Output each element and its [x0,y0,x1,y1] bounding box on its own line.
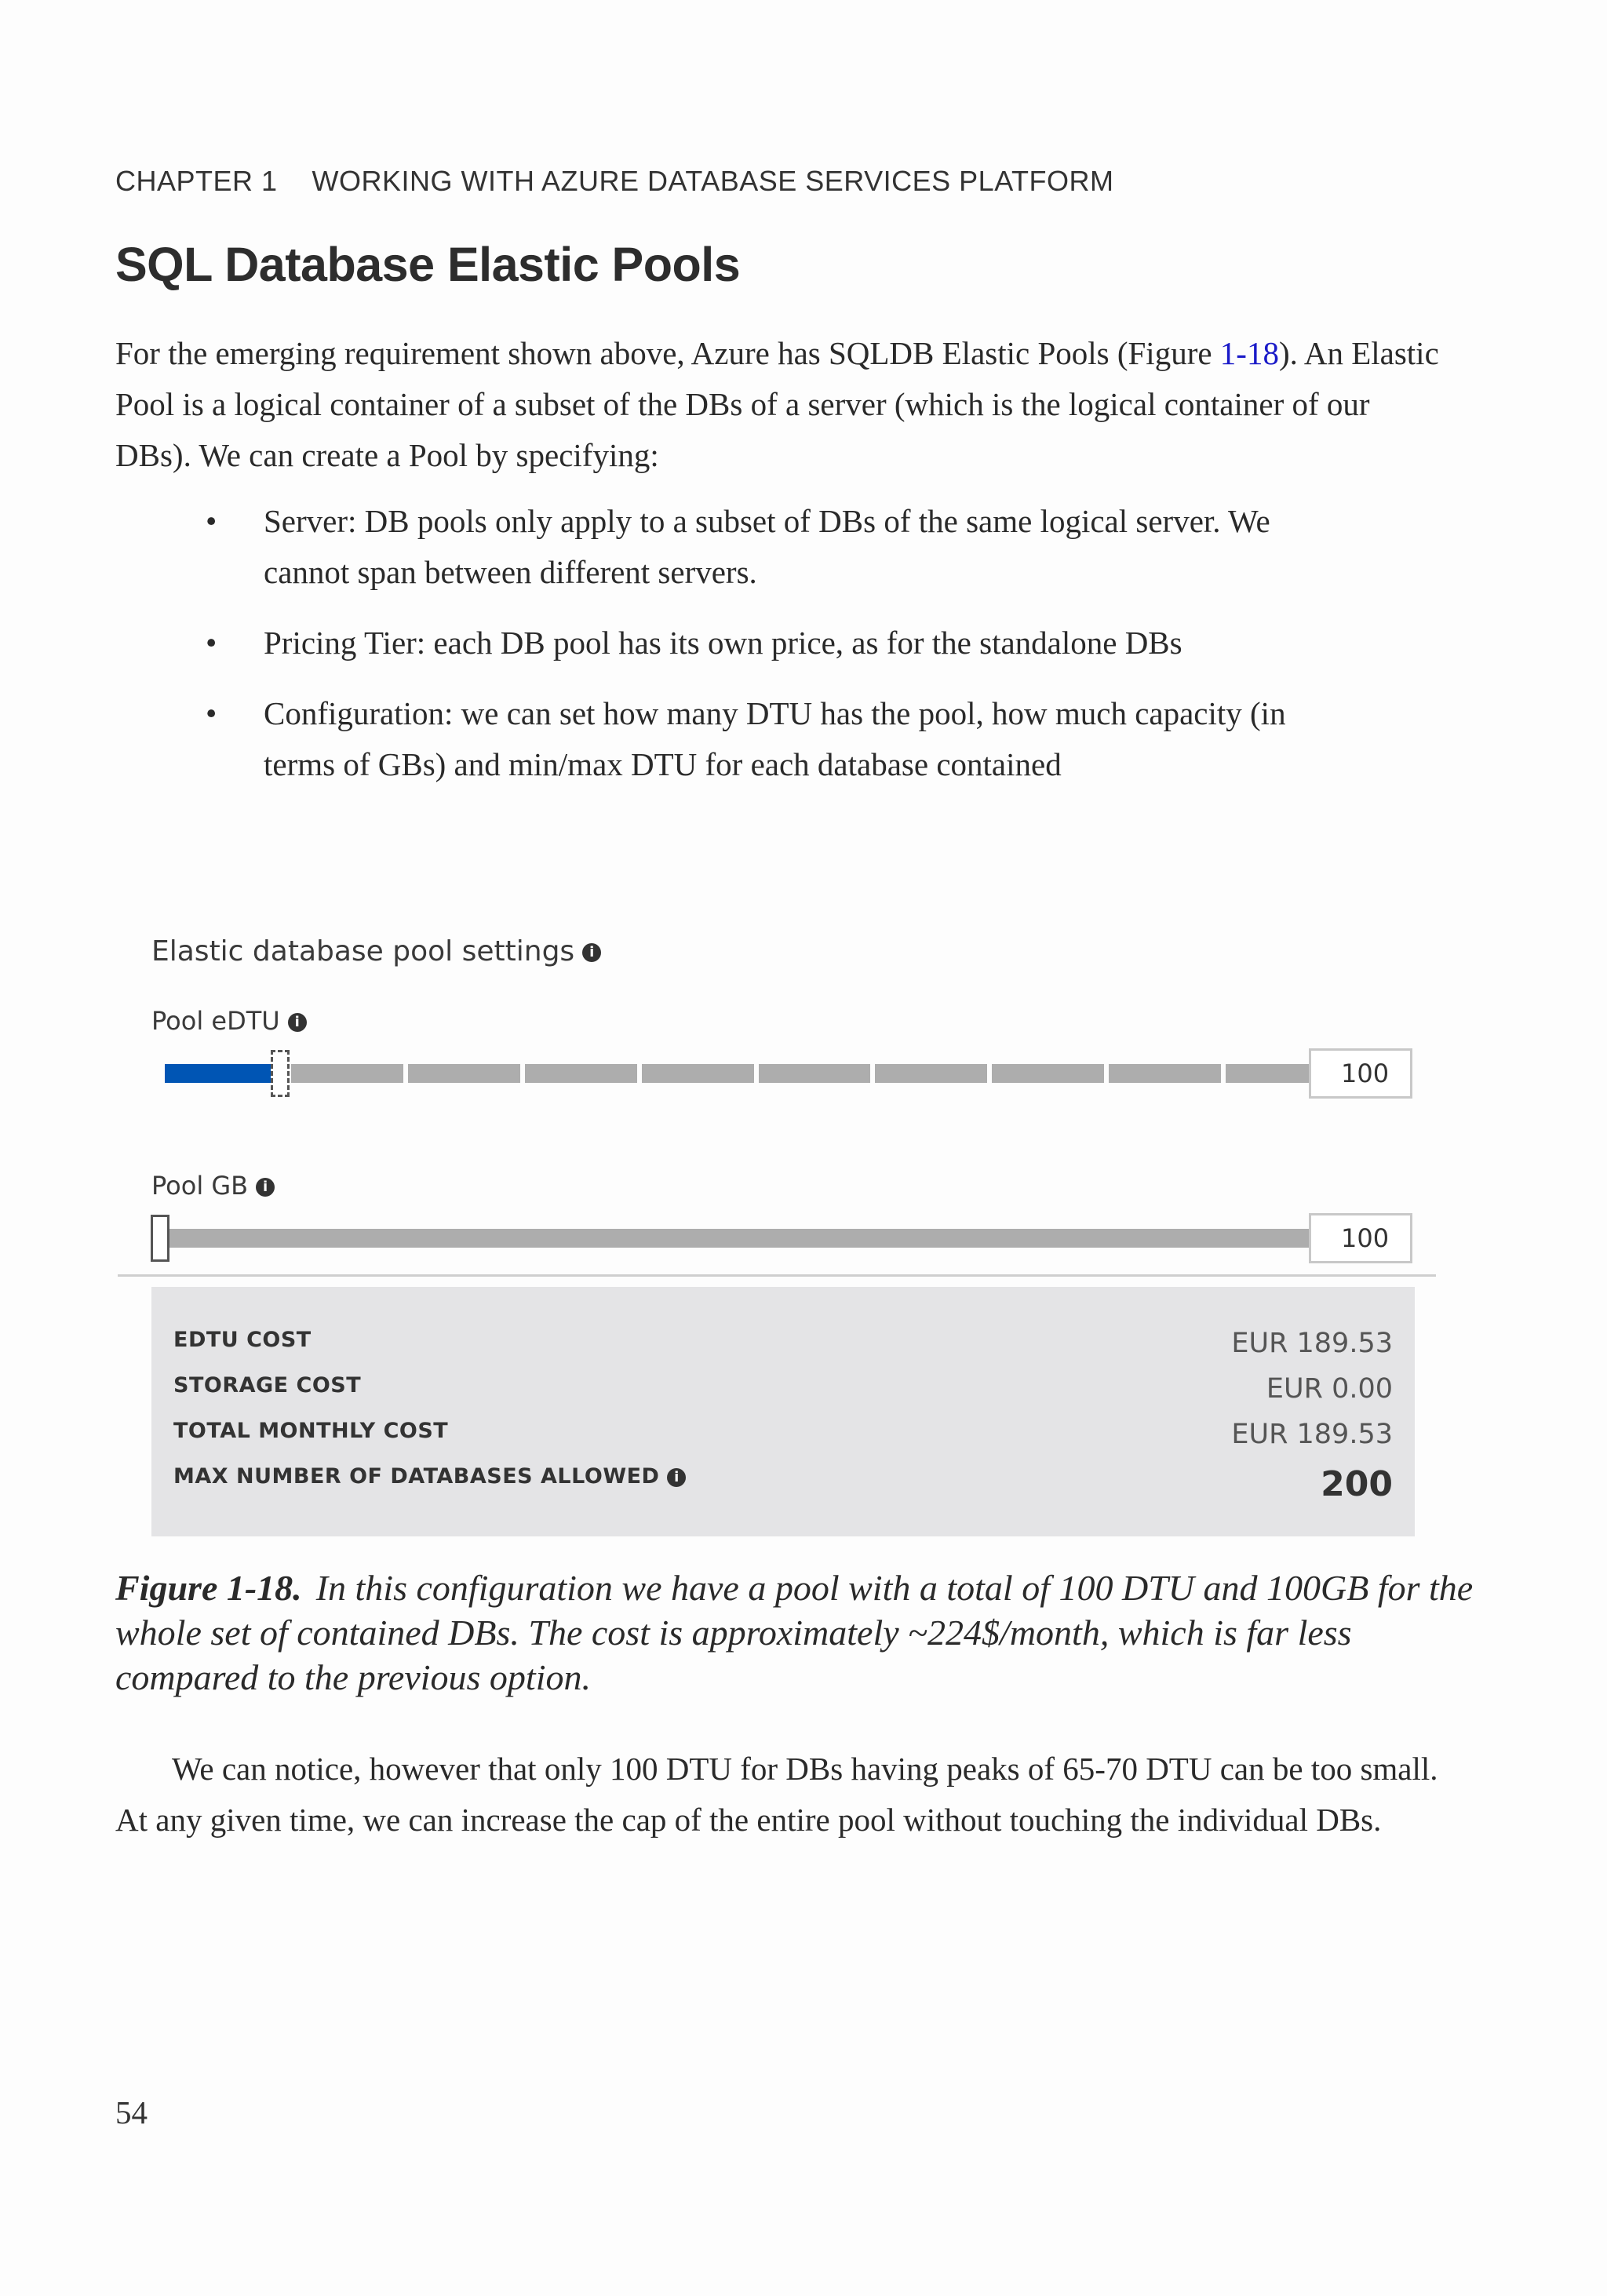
storage-cost-label: STORAGE COST [173,1373,362,1398]
slider-segment [1109,1064,1221,1083]
pool-gb-input[interactable]: 100 [1309,1213,1412,1263]
figure-caption [115,1565,1481,1700]
intro-text-1: For the emerging requirement shown above, Azure has SQLDB Elastic Pools (Figure [115,335,1220,371]
figure-title: Elastic database pool settings i [151,935,601,968]
caption-text: In this configuration we have a pool with a total of 100 DTU and 100GB for the whole set of contained DBs. The cost is approximately ~224$/month, which is far less compared to the previous option. [115,1568,1474,1697]
elastic-pool-settings-figure [118,926,1436,1546]
section-title: SQL Database Elastic Pools [115,238,741,291]
list-item: • Pricing Tier: each DB pool has its own price, as for the standalone DBs [206,625,1182,661]
slider-fill [165,1064,271,1083]
info-icon[interactable]: i [256,1178,275,1197]
slider-segment [759,1064,871,1083]
chapter-number: CHAPTER 1 [115,165,278,197]
chapter-title: WORKING WITH AZURE DATABASE SERVICES PLATFORM [312,165,1114,197]
figure-label: Figure 1-18. [115,1568,302,1608]
intro-paragraph [115,328,1449,481]
info-icon[interactable]: i [288,1013,307,1032]
divider [118,1274,1436,1277]
slider-segment [408,1064,520,1083]
slider-segment [992,1064,1104,1083]
info-icon[interactable]: i [667,1468,686,1487]
cost-summary-panel [151,1287,1415,1536]
slider-segment [642,1064,754,1083]
list-item: • Server: DB pools only apply to a subset of DBs of the same logical server. We cannot span between different servers. [206,503,1270,590]
pool-edtu-slider[interactable] [165,1064,1338,1083]
storage-cost-value: EUR 0.00 [1266,1373,1393,1405]
bullet-list [206,496,1304,810]
edtu-cost-label: EDTU COST [173,1328,312,1352]
pool-gb-label: Pool GB i [151,1171,275,1201]
list-item: • Configuration: we can set how many DTU has the pool, how much capacity (in terms of GBs) and min/max DTU for each database contained [206,695,1286,782]
pool-gb-slider[interactable] [165,1229,1338,1248]
intro-text-2: ). An Elastic Pool is a logical container of a subset of the DBs of a server (which is the logical container of our DBs). We can create a Pool by specifying: [115,335,1439,473]
running-head [115,165,1114,198]
slider-thumb[interactable] [271,1050,290,1097]
slider-thumb[interactable] [151,1215,169,1262]
closing-paragraph: We can notice, however that only 100 DTU for DBs having peaks of 65-70 DTU can be too small. At any given time, we can increase the cap of the entire pool without touching the individual DBs. [115,1751,1438,1838]
edtu-cost-value: EUR 189.53 [1231,1328,1393,1359]
info-icon[interactable]: i [582,943,601,962]
pool-edtu-input[interactable]: 100 [1309,1048,1412,1099]
page-number: 54 [115,2094,148,2130]
slider-segment [875,1064,987,1083]
total-monthly-cost-label: TOTAL MONTHLY COST [173,1419,449,1443]
slider-segment [525,1064,637,1083]
slider-segment [291,1064,403,1083]
max-databases-label: MAX NUMBER OF DATABASES ALLOWED i [173,1464,686,1489]
figure-link[interactable]: 1-18 [1219,335,1279,371]
pool-edtu-label: Pool eDTU i [151,1006,307,1036]
slider-rail [165,1229,1338,1248]
total-monthly-cost-value: EUR 189.53 [1231,1419,1393,1450]
max-databases-value: 200 [1321,1464,1393,1504]
